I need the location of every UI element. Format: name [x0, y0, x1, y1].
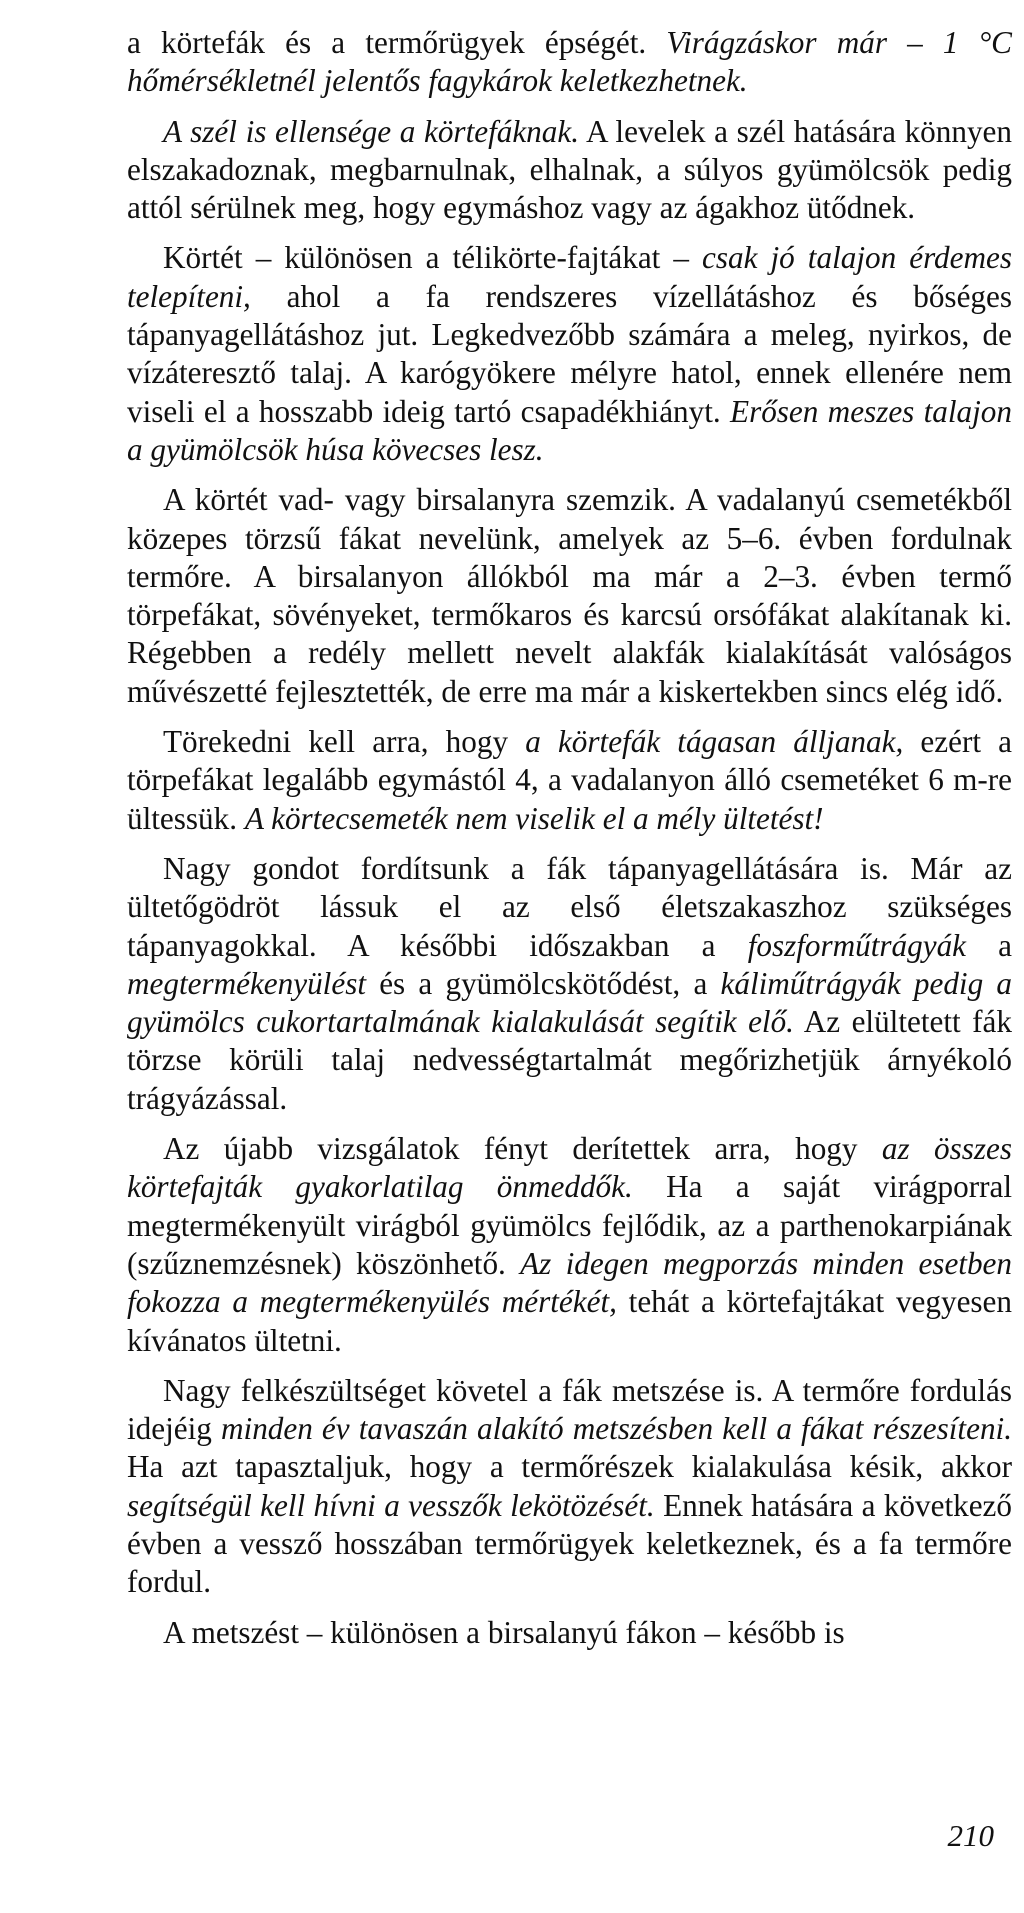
- paragraph-5: [127, 723, 1012, 838]
- text-run: a: [966, 927, 1012, 963]
- paragraph-7: [127, 1130, 1012, 1360]
- page-number: 210: [947, 1818, 994, 1853]
- italic-text-run: minden év tavaszán alakító metszésben kell a fákat részesíteni.: [221, 1411, 1012, 1447]
- paragraph-1: [127, 24, 1012, 101]
- text-run: A levelek a szél hatására könnyen elszakadoznak, megbarnulnak, elhalnak, a súlyos gyümölcsök pedig attól sérülnek meg, hogy egymáshoz vagy az ágakhoz ütődnek.: [127, 113, 1012, 226]
- italic-text-run: az összes körtefajták gyakorlatilag önmeddők.: [127, 1131, 1012, 1205]
- paragraph-4: [127, 481, 1012, 711]
- italic-text-run: megtermékenyülést: [127, 965, 366, 1001]
- italic-text-run: csak jó talajon érdemes telepíteni,: [127, 240, 1012, 314]
- paragraph-6: [127, 850, 1012, 1118]
- text-run: A metszést – különösen a birsalanyú fákon – később is: [163, 1614, 845, 1650]
- text-run: ahol a fa rendszeres vízellátáshoz és bőséges tápanyagellátáshoz jut. Legkedvezőbb számára a meleg, nyirkos, de vízáteresztő talaj. A karógyökere mélyre hatol, ennek ellenére nem viseli el a hosszabb ideig tartó csapadékhiányt.: [127, 278, 1012, 429]
- text-run: Nagy felkészültséget követel a fák metszése is. A termőre fordulás idejéig: [127, 1372, 1012, 1447]
- italic-text-run: A körtecsemeték nem viselik el a mély ültetést!: [244, 800, 824, 836]
- text-run: Az újabb vizsgálatok fényt derítettek arra, hogy: [163, 1131, 882, 1167]
- paragraph-8: [127, 1372, 1012, 1602]
- italic-text-run: káliműtrágyák pedig a gyümölcs cukortartalmának kialakulását segítik elő.: [127, 965, 1012, 1040]
- italic-text-run: foszforműtrágyák: [747, 927, 966, 963]
- italic-text-run: Virágzáskor már – 1 °C hőmérsékletnél jelentős fagykárok keletkezhetnek.: [127, 25, 1012, 99]
- italic-text-run: segítségül kell hívni a vesszők lekötözését.: [127, 1487, 655, 1523]
- text-run: a körtefák és a termőrügyek épségét.: [127, 25, 667, 60]
- page-body: [127, 24, 1012, 1664]
- text-run: tehát a körtefajtákat vegyesen kívánatos ültetni.: [127, 1284, 1012, 1358]
- text-run: ezért a törpefákat legalább egymástól 4, a vadalanyon álló csemetéket 6 m-re ültessük.: [127, 724, 1012, 836]
- text-run: Törekedni kell arra, hogy: [163, 724, 526, 760]
- text-run: Ha azt tapasztaljuk, hogy a termőrészek kialakulása késik, akkor: [127, 1449, 1012, 1485]
- text-run: Ennek hatására a következő évben a vessző hosszában termőrügyek keletkeznek, és a fa termőre fordul.: [127, 1487, 1012, 1600]
- italic-text-run: A szél is ellensége a körtefáknak.: [163, 113, 580, 149]
- italic-text-run: Az idegen megporzás minden esetben fokozza a megtermékenyülés mértékét,: [127, 1245, 1012, 1320]
- text-run: és a gyümölcskötődést, a: [366, 965, 721, 1001]
- paragraph-3: [127, 239, 1012, 469]
- paragraph-9: [127, 1614, 1012, 1652]
- text-run: Nagy gondot fordítsunk a fák tápanyagellátására is. Már az ültetőgödröt lássuk el az első életszakaszhoz szükséges tápanyagokkal. A későbbi időszakban a: [127, 850, 1012, 963]
- paragraph-2: [127, 113, 1012, 228]
- text-run: Az elültetett fák törzse körüli talaj nedvességtartalmát megőrizhetjük árnyékoló trágyázással.: [127, 1004, 1012, 1116]
- italic-text-run: a körtefák tágasan álljanak,: [525, 724, 904, 760]
- italic-text-run: Erősen meszes talajon a gyümölcsök húsa kövecses lesz.: [127, 393, 1012, 467]
- text-run: A körtét vad- vagy birsalanyra szemzik. A vadalanyú csemetékből közepes törzsű fákat nevelünk, amelyek az 5–6. évben fordulnak termőre. A birsalanyon állókból ma már a 2–3. évben termő törpefákat, sövényeket, termőkaros és karcsú orsófákat alakítanak ki. Régebben a redély mellett nevelt alakfák kialakítását valóságos művészetté fejlesztették, de erre ma már a kiskertekben sincs elég idő.: [127, 482, 1012, 709]
- text-run: Ha a saját virágporral megtermékenyült virágból gyümölcs fejlődik, az a parthenokarpiának (szűznemzésnek) köszönhető.: [127, 1169, 1012, 1281]
- text-run: Körtét – különösen a télikörte-fajtákat –: [163, 240, 703, 276]
